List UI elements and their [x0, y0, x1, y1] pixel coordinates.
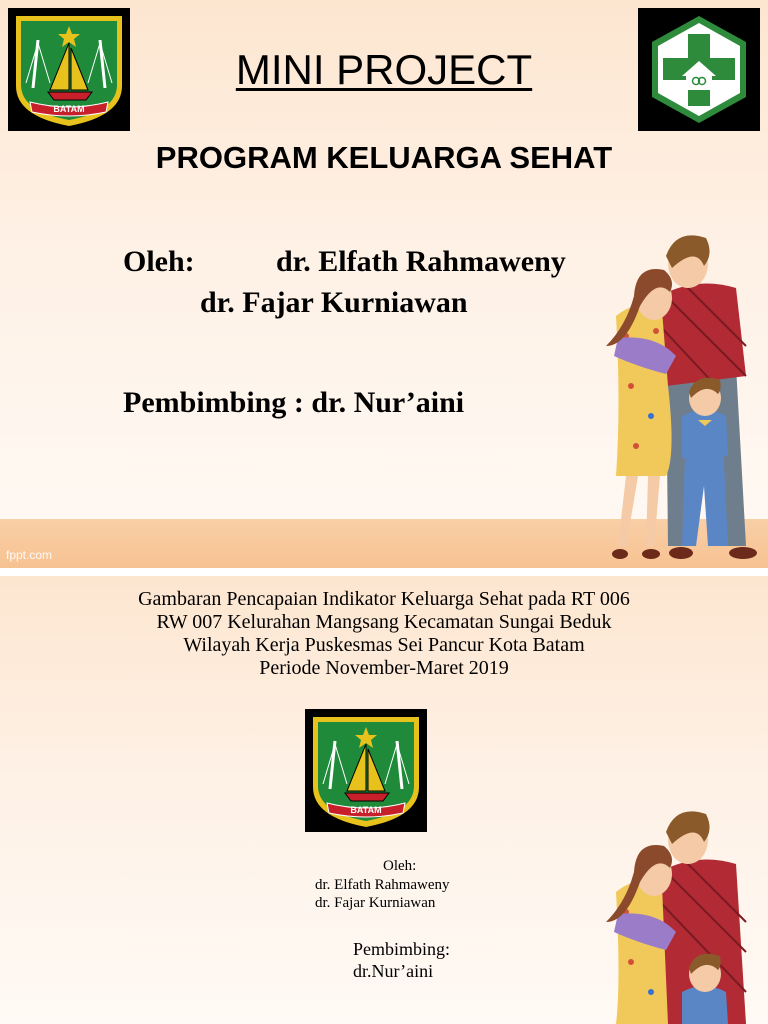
author-name-2: dr. Fajar Kurniawan — [200, 286, 468, 319]
author-name-1: dr. Elfath Rahmaweny — [276, 245, 566, 278]
report-description — [0, 588, 768, 680]
family-illustration — [596, 802, 760, 1024]
supervisor-name: dr.Nur’aini — [353, 961, 434, 981]
supervisor-line: Pembimbing : dr. Nur’aini — [123, 386, 465, 419]
description-line: Periode November-Maret 2019 — [259, 657, 509, 679]
batam-seal-logo — [305, 708, 427, 833]
slide-title-heading: MINI PROJECT — [235, 46, 533, 93]
by-label: Oleh: — [123, 245, 195, 278]
author-name-2: dr. Fajar Kurniawan — [315, 895, 436, 911]
svg-text:BATAM: BATAM — [53, 104, 85, 114]
by-label: Oleh: — [383, 858, 417, 874]
watermark: fppt.com — [6, 548, 53, 562]
description-line: Wilayah Kerja Puskesmas Sei Pancur Kota Batam — [183, 634, 585, 656]
description-line: RW 007 Kelurahan Mangsang Kecamatan Sungai Beduk — [156, 611, 612, 633]
svg-text:BATAM: BATAM — [350, 805, 382, 815]
family-illustration — [596, 226, 760, 568]
author-name-1: dr. Elfath Rahmaweny — [315, 877, 450, 893]
description-line: Gambaran Pencapaian Indikator Keluarga Sehat pada RT 006 — [138, 588, 630, 610]
program-subtitle: PROGRAM KELUARGA SEHAT — [155, 140, 613, 175]
supervisor-label: Pembimbing: — [353, 939, 451, 959]
